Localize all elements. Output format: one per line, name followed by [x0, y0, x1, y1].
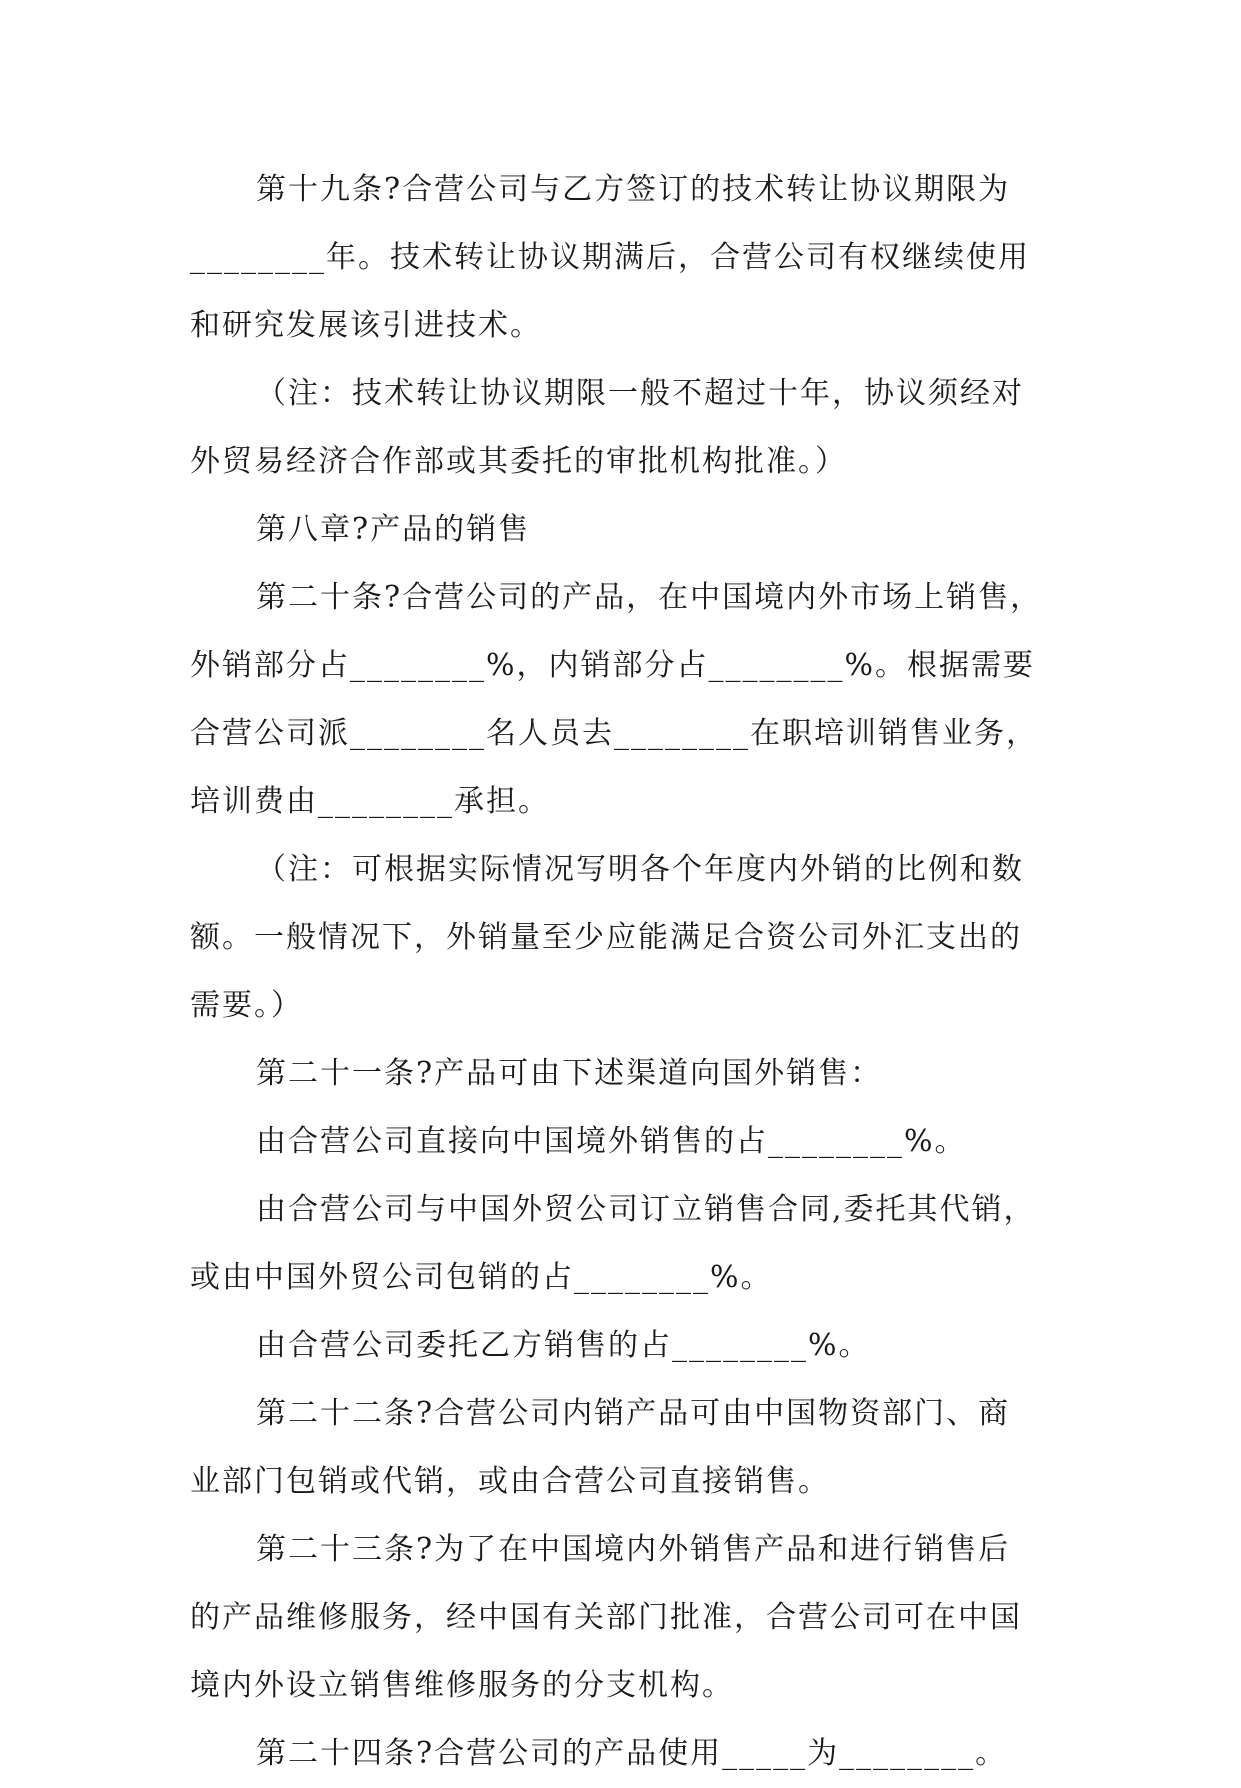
text-line: 和研究发展该引进技术。 — [190, 308, 542, 343]
text-line: 第二十二条?合营公司内销产品可由中国物资部门、商 — [256, 1396, 1011, 1431]
text-line: 额。一般情况下，外销量至少应能满足合资公司外汇支出的 — [190, 920, 1022, 955]
chapter-heading: 第八章?产品的销售 — [256, 512, 531, 547]
text-line: 的产品维修服务，经中国有关部门批准，合营公司可在中国 — [190, 1600, 1022, 1635]
text-line: ________年。技术转让协议期满后，合营公司有权继续使用 — [190, 240, 1030, 275]
text-line: 由合营公司与中国外贸公司订立销售合同,委托其代销， — [256, 1192, 1036, 1227]
text-line: 第二十四条?合营公司的产品使用_____为________。 — [256, 1736, 1008, 1771]
text-line: 第二十条?合营公司的产品，在中国境内外市场上销售， — [256, 580, 1043, 615]
text-line: 境内外设立销售维修服务的分支机构。 — [190, 1668, 734, 1703]
text-line: 由合营公司委托乙方销售的占________%。 — [256, 1328, 871, 1363]
text-line: 第十九条?合营公司与乙方签订的技术转让协议期限为 — [256, 172, 1011, 207]
text-line: 或由中国外贸公司包销的占________%。 — [190, 1260, 773, 1295]
text-line: （注：技术转让协议期限一般不超过十年，协议须经对 — [256, 376, 1024, 411]
text-line: 第二十三条?为了在中国境内外销售产品和进行销售后 — [256, 1532, 1011, 1567]
text-line: 培训费由________承担。 — [190, 784, 550, 819]
text-line: 外销部分占________%，内销部分占________%。根据需要 — [190, 648, 1036, 683]
text-line: 需要。） — [190, 988, 303, 1023]
text-line: 由合营公司直接向中国境外销售的占________%。 — [256, 1124, 967, 1159]
text-line: 合营公司派________名人员去________在职培训销售业务， — [190, 716, 1038, 751]
document-page — [190, 156, 1050, 1788]
text-line: 业部门包销或代销，或由合营公司直接销售。 — [190, 1464, 830, 1499]
text-line: （注：可根据实际情况写明各个年度内外销的比例和数 — [256, 852, 1024, 887]
text-line: 第二十一条?产品可由下述渠道向国外销售： — [256, 1056, 883, 1091]
text-line: 外贸易经济合作部或其委托的审批机构批准。） — [190, 444, 847, 479]
